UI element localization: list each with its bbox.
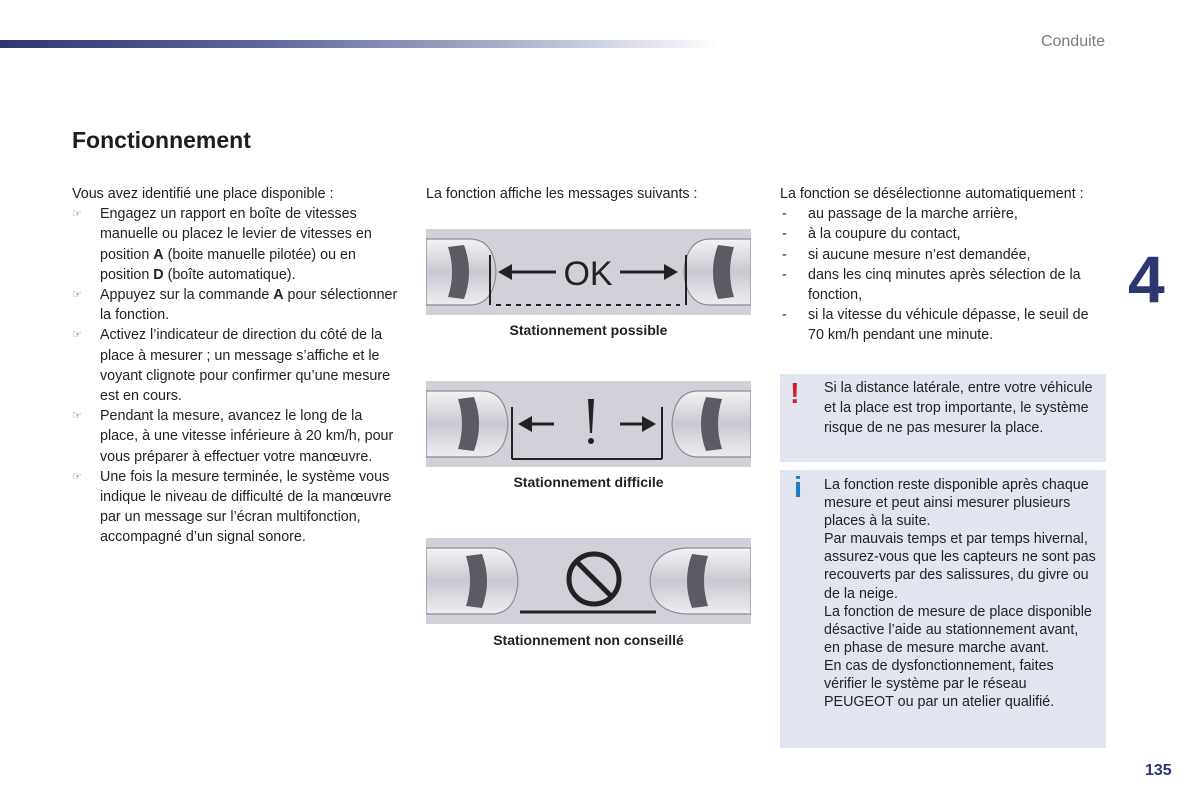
list-item	[72, 406, 400, 467]
control-letter: A	[153, 246, 164, 263]
dash-marker: -	[782, 266, 787, 283]
list-item	[72, 285, 400, 325]
list-item	[780, 204, 1106, 224]
condition-text: à la coupure du contact,	[808, 226, 961, 243]
step-text: (boite manuelle pilotée) ou en position	[100, 246, 356, 283]
list-item	[780, 305, 1106, 345]
dash-marker: -	[782, 206, 787, 223]
step-text: Une fois la mesure terminée, le système vous indique le niveau de difficulté de la manœuvre par un message sur l’écran multifonction, accompagné d’un signal sonore.	[100, 468, 392, 546]
parking-possible-figure	[426, 229, 751, 315]
car-right-icon	[650, 548, 751, 614]
info-note	[780, 470, 1106, 748]
step-text: Pendant la mesure, avancez le long de la place, à une vitesse inférieure à 20 km/h, pour vous préparer à effectuer votre manœuvre.	[100, 408, 394, 465]
car-right-icon	[684, 239, 751, 305]
dash-marker: -	[782, 307, 787, 324]
header-gradient-bar	[0, 40, 720, 48]
page-title: Fonctionnement	[72, 127, 251, 153]
step-text: (boîte automatique).	[163, 266, 296, 283]
car-left-icon	[426, 548, 518, 614]
deactivation-intro: La fonction se désélectionne automatiquement :	[780, 186, 1084, 202]
page-number: 135	[1145, 762, 1172, 779]
instructions-intro: Vous avez identifié une place disponible :	[72, 186, 334, 202]
info-icon: i	[794, 472, 803, 504]
condition-text: si la vitesse du véhicule dépasse, le seuil de 70 km/h pendant une minute.	[808, 307, 1089, 344]
deactivation-column	[780, 184, 1106, 346]
warning-note	[780, 374, 1106, 462]
list-item	[72, 204, 400, 285]
bullet-hand-icon: ☞	[72, 208, 82, 221]
messages-intro: La fonction affiche les messages suivants :	[426, 186, 698, 202]
section-title: Conduite	[1040, 33, 1105, 50]
warning-text: Si la distance latérale, entre votre véhicule et la place est trop importante, le système risque de ne pas mesurer la place.	[824, 380, 1093, 437]
info-text	[824, 476, 1098, 711]
info-paragraph: Par mauvais temps et par temps hivernal, assurez-vous que les capteurs ne sont pas recouverts par des salissures, du givre ou de la neige.	[824, 531, 1096, 602]
caption-parking-difficult: Stationnement difficile	[513, 474, 664, 490]
condition-text: si aucune mesure n’est demandée,	[808, 246, 1031, 263]
step-text: Appuyez sur la commande	[100, 287, 274, 304]
info-paragraph: La fonction de mesure de place disponible désactive l’aide au stationnement avant, en phase de mesure marche avant.	[824, 603, 1092, 656]
ok-text: OK	[563, 255, 613, 293]
list-item	[72, 467, 400, 548]
caption-parking-possible: Stationnement possible	[509, 322, 668, 338]
control-letter: A	[273, 287, 284, 304]
bullet-hand-icon: ☞	[72, 470, 82, 483]
list-item	[780, 245, 1106, 265]
dash-marker: -	[782, 226, 787, 243]
chapter-number: 4	[1128, 242, 1165, 316]
parking-not-recommended-figure	[426, 538, 751, 624]
car-right-icon	[672, 391, 751, 457]
bullet-hand-icon: ☞	[72, 329, 82, 342]
list-item	[780, 265, 1106, 305]
condition-text: dans les cinq minutes après sélection de la fonction,	[808, 266, 1081, 304]
info-paragraph: La fonction reste disponible après chaque mesure et peut ainsi mesurer plusieurs places à la suite.	[824, 477, 1089, 530]
list-item	[72, 325, 400, 406]
parking-difficult-figure	[426, 381, 751, 467]
instructions-column	[72, 184, 400, 548]
car-left-icon	[426, 239, 496, 305]
dash-marker: -	[782, 246, 787, 263]
bullet-hand-icon: ☞	[72, 410, 82, 423]
step-text: Activez l’indicateur de direction du côté de la place à mesurer ; un message s’affiche et le voyant clignote pour confirmer qu’une mesure est en cours.	[100, 327, 391, 405]
warning-icon: !	[790, 378, 800, 410]
control-letter: D	[153, 266, 164, 283]
bullet-hand-icon: ☞	[72, 289, 82, 302]
caption-parking-not-recommended: Stationnement non conseillé	[493, 632, 684, 648]
info-paragraph: En cas de dysfonctionnement, faites vérifier le système par le réseau PEUGEOT ou par un atelier qualifié.	[824, 657, 1055, 711]
step-text: pour sélectionner la fonction.	[100, 287, 398, 324]
condition-text: au passage de la marche arrière,	[808, 206, 1018, 223]
step-text: Engagez un rapport en boîte de vitesses manuelle ou placez le levier de vitesses en position	[100, 206, 372, 263]
list-item	[780, 224, 1106, 244]
car-left-icon	[426, 391, 508, 457]
